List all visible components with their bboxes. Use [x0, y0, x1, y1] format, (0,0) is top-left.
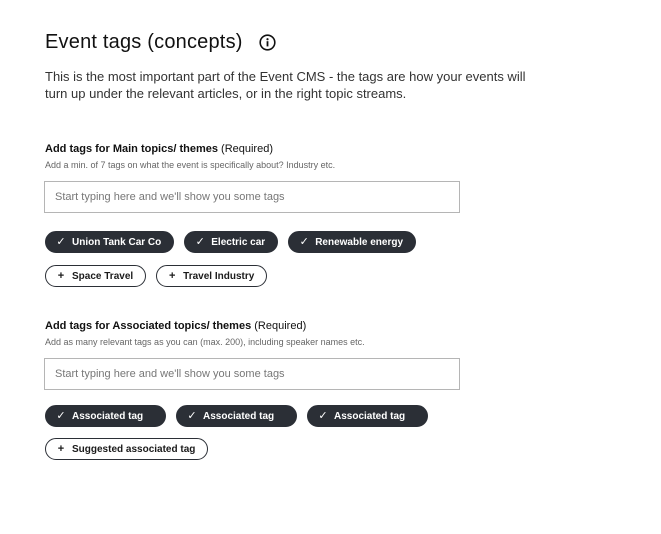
- intro-text: This is the most important part of the Event CMS - the tags are how your events will turn up under the relevant articles, or in the right topic streams.: [45, 69, 526, 101]
- selected-tag-chip[interactable]: [184, 231, 278, 253]
- tag-label: Associated tag: [72, 410, 144, 422]
- selected-tag-chip[interactable]: [45, 405, 166, 427]
- selected-tag-chip[interactable]: [45, 231, 174, 253]
- check-icon: ✓: [56, 236, 66, 248]
- associated-topics-label-text: Add tags for Associated topics/ themes: [45, 320, 252, 332]
- check-icon: ✓: [56, 410, 66, 422]
- tag-label: Associated tag: [334, 410, 406, 422]
- associated-suggested-tags: [45, 438, 208, 460]
- main-suggested-tags: [45, 265, 267, 287]
- selected-tag-chip[interactable]: [176, 405, 297, 427]
- tag-label: Renewable energy: [315, 236, 404, 248]
- tag-label: Electric car: [211, 236, 266, 248]
- associated-topics-label: [45, 320, 306, 332]
- suggested-tag-chip[interactable]: [45, 265, 146, 287]
- tag-label: Travel Industry: [183, 270, 255, 282]
- main-topics-input[interactable]: [44, 181, 460, 213]
- tag-label: Suggested associated tag: [72, 443, 196, 455]
- plus-icon: +: [168, 270, 176, 282]
- check-icon: ✓: [299, 236, 309, 248]
- main-selected-tags: [45, 231, 416, 253]
- main-topics-help: Add a min. of 7 tags on what the event is specifically about? Industry etc.: [45, 160, 336, 170]
- plus-icon: +: [57, 270, 65, 282]
- main-topics-required: (Required): [221, 143, 273, 155]
- plus-icon: +: [57, 443, 65, 455]
- main-topics-label: [45, 143, 273, 155]
- associated-topics-required: (Required): [254, 320, 307, 332]
- title-row: [45, 31, 276, 54]
- associated-topics-input[interactable]: [44, 358, 460, 390]
- suggested-tag-chip[interactable]: [45, 438, 208, 460]
- suggested-tag-chip[interactable]: [156, 265, 267, 287]
- tag-label: Associated tag: [203, 410, 275, 422]
- page-title: Event tags (concepts): [45, 31, 243, 53]
- check-icon: ✓: [187, 410, 197, 422]
- main-topics-label-text: Add tags for Main topics/ themes: [45, 143, 218, 155]
- associated-selected-tags: [45, 405, 428, 427]
- tag-label: Space Travel: [72, 270, 134, 282]
- associated-topics-help: Add as many relevant tags as you can (max. 200), including speaker names etc.: [45, 337, 365, 347]
- info-icon[interactable]: [259, 34, 276, 51]
- tag-label: Union Tank Car Co: [72, 236, 162, 248]
- check-icon: ✓: [318, 410, 328, 422]
- selected-tag-chip[interactable]: [307, 405, 428, 427]
- selected-tag-chip[interactable]: [288, 231, 416, 253]
- check-icon: ✓: [195, 236, 205, 248]
